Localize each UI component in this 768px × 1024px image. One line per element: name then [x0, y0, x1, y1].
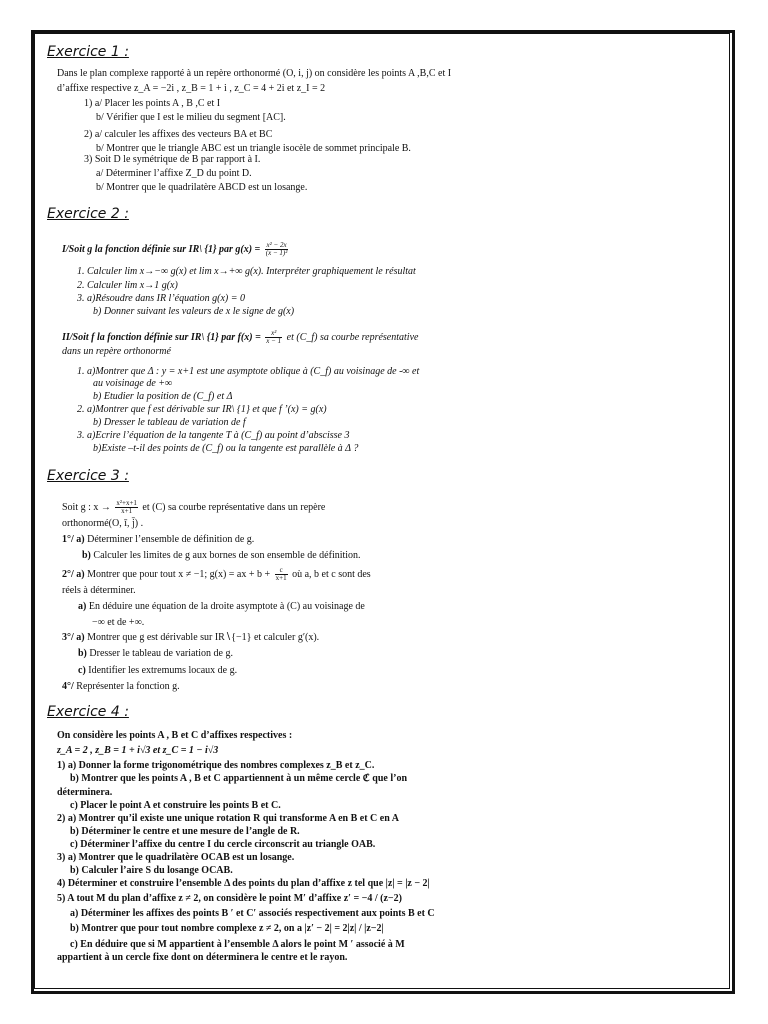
ex3-lead: Soit g : x → [62, 501, 111, 513]
ex4-line: c) Placer le point A et construire les points B et C. [70, 800, 281, 811]
ex2-part1-fraction [265, 242, 289, 257]
ex4-line: 4) Déterminer et construire l’ensemble Δ des points du plan d’affixe z tel que |z| = |z − 2| [57, 878, 430, 889]
ex4-line: a) Déterminer les affixes des points B ′ et C′ associés respectivement aux points B et C [70, 908, 435, 919]
ex3-q3a-text: Montrer que g est dérivable sur IR∖{−1} et calculer g′(x). [84, 632, 320, 643]
ex3-q3c-label: c) [78, 665, 86, 676]
ex3-q3b [78, 648, 233, 660]
ex2-item: b) Donner suivant les valeurs de x le signe de g(x) [93, 306, 295, 317]
ex3-q3b-label: b) [78, 648, 87, 659]
ex2-item: b) Dresser le tableau de variation de f [93, 417, 246, 428]
ex3-q2a-numerator: c [275, 567, 288, 575]
ex3-q2b-text: En déduire une équation de la droite asymptote à (C) au voisinage de [86, 601, 365, 612]
ex2-part1-statement [62, 242, 290, 257]
ex3-q1b [82, 550, 361, 562]
ex2-part2-line2: dans un repère orthonormé [62, 346, 171, 357]
exercise-3-title: Exercice 3 : [47, 468, 129, 484]
ex3-q2b-label: a) [78, 601, 87, 612]
ex3-q4-text: Représenter la fonction g. [73, 681, 180, 692]
ex2-part1-numerator: x² − 2x [266, 241, 287, 249]
ex2-item: 2. a)Montrer que f est dérivable sur IR\ {1} et que f ’(x) = g(x) [77, 404, 327, 415]
ex4-line: appartient à un cercle fixe dont on déterminera le centre et le rayon. [57, 952, 348, 963]
ex3-q3c-text: Identifier les extremums locaux de g. [85, 665, 238, 676]
ex1-line: 3) Soit D le symétrique de B par rapport à I. [84, 154, 261, 165]
ex3-q2a-line2: réels à déterminer. [62, 585, 136, 596]
ex2-part2-lead: II/Soit f la fonction définie sur IR\ {1} par f(x) = [62, 331, 261, 343]
ex2-item: b)Existe –t-il des points de (C_f) ou la tangente est parallèle à Δ ? [93, 443, 359, 454]
exercise-2-title: Exercice 2 : [47, 206, 129, 222]
ex2-part2-fraction [265, 330, 282, 345]
exercise-1-title: Exercice 1 : [47, 44, 129, 60]
ex3-statement [62, 500, 325, 515]
ex4-line: 1) a) Donner la forme trigonométrique des nombres complexes z_B et z_C. [57, 760, 375, 771]
ex4-line: 5) A tout M du plan d’affixe z ≠ 2, on considère le point M′ d’affixe z′ = −4 / (z−2) [57, 893, 402, 904]
ex1-line: Dans le plan complexe rapporté à un repère orthonormé (O, i, j) on considère les points A ,B,C et I [57, 68, 452, 79]
ex3-q2a-tail: où a, b et c sont des [292, 568, 371, 580]
ex2-part2-numerator: x² [265, 330, 282, 338]
ex4-line: déterminera. [57, 787, 113, 798]
ex3-q4 [62, 681, 180, 693]
ex3-q2b [78, 601, 365, 613]
ex3-q2b-line2: −∞ et de +∞. [92, 617, 145, 628]
ex3-q1b-label: b) [82, 550, 91, 561]
ex3-q2a-denominator: x+1 [275, 574, 287, 582]
ex1-line: b/ Montrer que le triangle ABC est un triangle isocèle de sommet principale B. [96, 143, 411, 154]
ex1-line: 2) a/ calculer les affixes des vecteurs BA et BC [84, 129, 273, 140]
ex3-q3b-text: Dresser le tableau de variation de g. [86, 648, 233, 659]
ex4-line: b) Montrer que pour tout nombre complexe z ≠ 2, on a |z′ − 2| = 2|z| / |z−2| [70, 923, 384, 934]
ex1-line: d’affixe respective z_A = −2i , z_B = 1 + i , z_C = 4 + 2i et z_I = 2 [57, 83, 326, 94]
ex2-part2-denominator: x − 1 [266, 337, 282, 345]
ex4-line: 3) a) Montrer que le quadrilatère OCAB est un losange. [57, 852, 295, 863]
ex2-item: 1. Calculer lim x→−∞ g(x) et lim x→+∞ g(x). Interpréter graphiquement le résultat [77, 266, 416, 277]
ex3-q3-label: 3°/ a) [62, 632, 85, 643]
ex2-item: 1. a)Montrer que Δ : y = x+1 est une asymptote oblique à (C_f) au voisinage de -∞ et [77, 366, 420, 377]
ex3-numerator: x²+x+1 [116, 499, 137, 507]
ex3-q2a-fraction [275, 567, 288, 582]
ex4-line: b) Calculer l’aire S du losange OCAB. [70, 865, 233, 876]
ex4-line: 2) a) Montrer qu’il existe une unique rotation R qui transforme A en B et C en A [57, 813, 399, 824]
ex3-q1a-text: Déterminer l’ensemble de définition de g. [84, 534, 255, 545]
ex2-item: 2. Calculer lim x→1 g(x) [77, 280, 178, 291]
ex1-line: b/ Vérifier que I est le milieu du segment [AC]. [96, 112, 286, 123]
ex2-item: b) Etudier la position de (C_f) et Δ [93, 391, 233, 402]
ex4-line: z_A = 2 , z_B = 1 + i√3 et z_C = 1 − i√3 [57, 745, 219, 756]
ex3-q3a [62, 632, 319, 644]
ex2-item: 3. a)Résoudre dans IR l’équation g(x) = 0 [77, 293, 246, 304]
ex3-q4-label: 4°/ [62, 681, 74, 692]
ex3-line2: orthonormé(O, ī, j̄) . [62, 518, 144, 529]
ex4-line: c) Déterminer l’affixe du centre I du cercle circonscrit au triangle OAB. [70, 839, 376, 850]
ex4-line: On considère les points A , B et C d’affixes respectives : [57, 730, 293, 741]
ex2-part1-lead: I/Soit g la fonction définie sur IR\ {1} par g(x) = [62, 243, 261, 255]
ex2-part1-denominator: (x − 1)² [265, 249, 288, 257]
ex3-lead-tail: et (C) sa courbe représentative dans un repère [142, 501, 326, 513]
ex4-line: b) Montrer que les points A , B et C appartiennent à un même cercle ℭ que l’on [70, 773, 408, 784]
exercise-4-title: Exercice 4 : [47, 704, 129, 720]
ex3-q1a [62, 534, 254, 546]
ex1-line: 1) a/ Placer les points A , B ,C et I [84, 98, 221, 109]
ex3-q1b-text: Calculer les limites de g aux bornes de son ensemble de définition. [90, 550, 361, 561]
ex2-item: 3. a)Ecrire l’équation de la tangente T à (C_f) au point d’abscisse 3 [77, 430, 350, 441]
ex3-q3c [78, 665, 237, 677]
ex2-part2-tail: et (C_f) sa courbe représentative [286, 331, 419, 343]
ex4-line: c) En déduire que si M appartient à l’ensemble Δ alors le point M ′ associé à M [70, 939, 405, 950]
ex3-fraction [115, 500, 138, 515]
ex1-line: a/ Déterminer l’affixe Z_D du point D. [96, 168, 252, 179]
ex3-q2-label: 2°/ a) [62, 568, 85, 580]
ex2-part2-statement [62, 330, 418, 345]
ex3-q2a-text: Montrer que pour tout x ≠ −1; g(x) = ax + b + [84, 568, 271, 580]
ex2-item: au voisinage de +∞ [93, 378, 173, 389]
ex3-denominator: x+1 [121, 507, 133, 515]
ex3-q2a [62, 567, 371, 582]
ex3-q1-label: 1°/ a) [62, 534, 85, 545]
ex4-line: b) Déterminer le centre et une mesure de l’angle de R. [70, 826, 300, 837]
ex1-line: b/ Montrer que le quadrilatère ABCD est un losange. [96, 182, 308, 193]
